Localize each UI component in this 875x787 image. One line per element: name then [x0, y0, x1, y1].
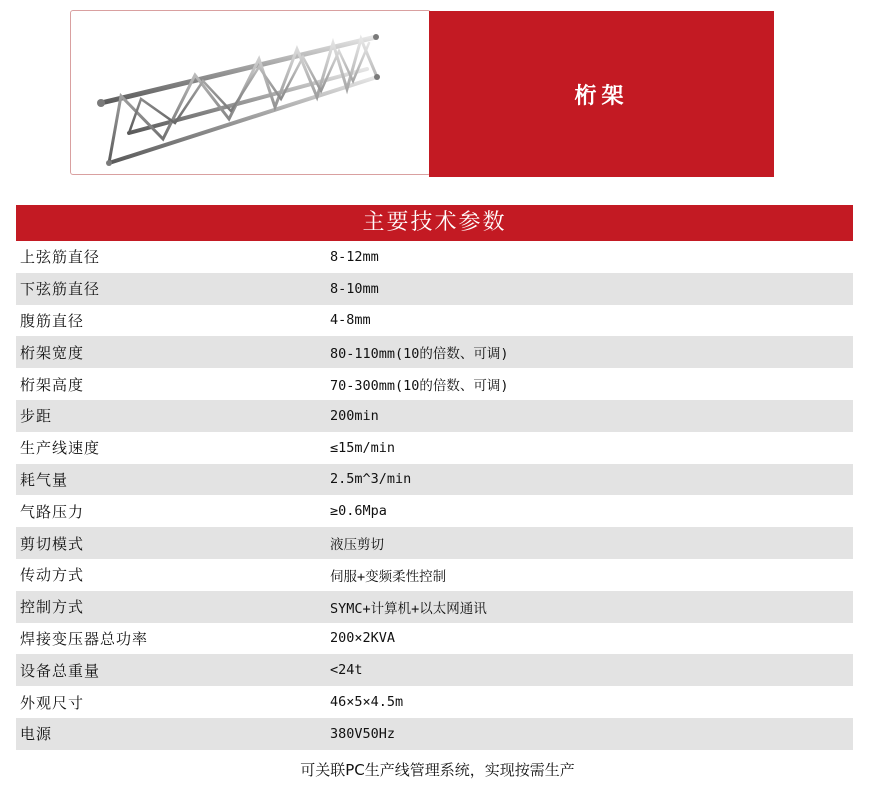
- spec-label: 气路压力: [20, 502, 85, 521]
- product-hero: [70, 10, 774, 177]
- table-row: [16, 400, 853, 432]
- table-row: [16, 591, 853, 623]
- spec-label: 生产线速度: [20, 439, 101, 458]
- spec-value: 46×5×4.5m: [330, 694, 404, 711]
- spec-value: 2.5m^3/min: [330, 471, 412, 488]
- spec-value: 200×2KVA: [330, 630, 396, 647]
- spec-value: 8-12mm: [330, 248, 379, 265]
- spec-label: 腹筋直径: [20, 311, 85, 330]
- truss-illustration-icon: [71, 11, 431, 175]
- spec-label: 上弦筋直径: [20, 248, 101, 267]
- table-row: [16, 336, 853, 368]
- spec-label: 耗气量: [20, 470, 69, 489]
- spec-table: [16, 205, 853, 750]
- spec-label: 设备总重量: [20, 661, 101, 680]
- spec-label: 剪切模式: [20, 534, 85, 553]
- table-row: [16, 432, 853, 464]
- spec-value: <24t: [330, 662, 363, 679]
- table-row: [16, 273, 853, 305]
- table-row: [16, 559, 853, 591]
- table-row: [16, 464, 853, 496]
- spec-value: 4-8mm: [330, 312, 371, 329]
- table-row: [16, 686, 853, 718]
- product-title-panel: [429, 11, 774, 177]
- spec-value: 伺服+变频柔性控制: [330, 568, 447, 585]
- spec-label: 传动方式: [20, 566, 85, 585]
- spec-label: 桁架宽度: [20, 343, 85, 362]
- spec-table-body: [16, 241, 853, 750]
- spec-label: 焊接变压器总功率: [20, 629, 149, 648]
- spec-table-header: 主要技术参数: [16, 205, 853, 241]
- footer-note: 可关联PC生产线管理系统，实现按需生产: [300, 761, 575, 779]
- spec-value: 80-110mm(10的倍数、可调): [330, 346, 509, 363]
- table-row: [16, 305, 853, 337]
- spec-label: 控制方式: [20, 598, 85, 617]
- spec-label: 下弦筋直径: [20, 280, 101, 299]
- spec-value: 液压剪切: [330, 537, 384, 554]
- spec-value: SYMC+计算机+以太网通讯: [330, 600, 487, 617]
- spec-value: ≤15m/min: [330, 439, 396, 456]
- table-row: [16, 495, 853, 527]
- spec-value: 380V50Hz: [330, 725, 396, 742]
- table-row: [16, 527, 853, 559]
- spec-value: ≥0.6Mpa: [330, 503, 387, 520]
- spec-label: 桁架高度: [20, 375, 85, 394]
- product-image: [70, 10, 431, 175]
- spec-label: 外观尺寸: [20, 693, 85, 712]
- table-row: [16, 623, 853, 655]
- spec-value: 70-300mm(10的倍数、可调): [330, 378, 509, 395]
- table-row: [16, 654, 853, 686]
- spec-label: 电源: [20, 725, 53, 744]
- table-row: [16, 368, 853, 400]
- table-row: [16, 718, 853, 750]
- spec-label: 步距: [20, 407, 53, 426]
- spec-value: 8-10mm: [330, 280, 379, 297]
- product-title: 桁架: [574, 83, 629, 109]
- table-row: [16, 241, 853, 273]
- spec-value: 200min: [330, 407, 379, 424]
